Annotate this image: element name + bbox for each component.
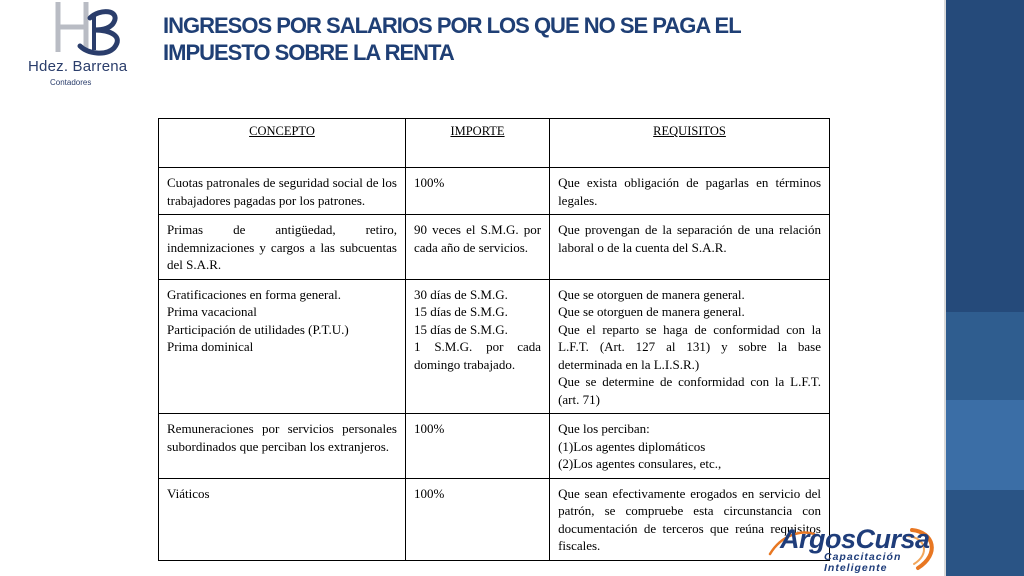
table-row	[159, 414, 830, 479]
cell-text-line: Que provengan de la separación de una relación laboral o de la cuenta del S.A.R.	[558, 222, 821, 255]
cell-text-line: Participación de utilidades (P.T.U.)	[167, 321, 349, 337]
cell-text-line: (1)Los agentes diplomáticos	[558, 438, 706, 454]
cell-text-line: (2)Los agentes consulares, etc.,	[558, 456, 722, 471]
cell-text-line: Que se otorguen de manera general.	[558, 304, 745, 319]
brand-tagline: Capacitación	[824, 551, 902, 563]
vertical-divider	[944, 0, 946, 576]
title-line: IMPUESTO SOBRE LA RENTA	[163, 40, 454, 65]
cell-text-line: Prima vacacional	[167, 304, 257, 319]
cell-concepto	[159, 215, 406, 280]
right-bar-tile	[946, 490, 1024, 576]
cell-text-line: 100%	[413, 421, 445, 436]
cell-requisitos	[550, 215, 830, 280]
cell-text-line: Viáticos	[167, 485, 210, 501]
brand-name: ArgosCursa	[780, 524, 930, 554]
cell-text-line: 1 S.M.G. por cada domingo trabajado.	[413, 339, 542, 372]
cell-importe	[405, 478, 549, 560]
cell-text-line: Que los perciban:	[558, 421, 650, 436]
cell-importe	[405, 414, 549, 479]
income-exemptions-table	[158, 118, 830, 561]
cell-text-line: 30 días de S.M.G.	[413, 286, 508, 302]
cell-text-line: 90 veces el S.M.G. por cada año de servicios.	[413, 222, 542, 255]
slide-title	[163, 12, 783, 66]
header-importe: IMPORTE	[405, 119, 549, 168]
table-row	[159, 279, 830, 414]
cell-text-line: Que el reparto se haga de conformidad con la L.F.T. (Art. 127 al 131) y sobre la base determinada en la L.I.S.R.)	[558, 321, 821, 372]
right-bar-tile	[946, 400, 1024, 490]
table-row	[159, 168, 830, 215]
cell-text-line: Que exista obligación de pagarlas en términos legales.	[558, 175, 821, 208]
brand-tagline: Inteligente	[824, 562, 888, 574]
cell-text-line: Cuotas patronales de seguridad social de los trabajadores pagadas por los patrones.	[167, 175, 397, 208]
cell-text-line: Prima dominical	[167, 339, 254, 354]
logo-name: Hdez. Barrena	[28, 58, 128, 75]
cell-concepto	[159, 168, 406, 215]
table-row	[159, 478, 830, 560]
cell-requisitos	[550, 279, 830, 414]
header-requisitos: REQUISITOS	[550, 119, 830, 168]
right-bar-tile	[946, 312, 1024, 400]
logo-subtitle: Contadores	[50, 78, 92, 87]
cell-importe	[405, 279, 549, 414]
cell-text-line: 15 días de S.M.G.	[413, 304, 508, 319]
cell-text-line: Que se determine de conformidad con la L.F.T. (art. 71)	[558, 374, 821, 407]
cell-requisitos	[550, 414, 830, 479]
cell-text-line: Remuneraciones por servicios personales subordinados que perciban los extranjeros.	[167, 421, 397, 454]
cell-text-line: 100%	[413, 175, 445, 190]
company-logo	[28, 0, 138, 96]
cell-importe	[405, 168, 549, 215]
cell-importe	[405, 215, 549, 280]
header-concepto: CONCEPTO	[159, 119, 406, 168]
cell-text-line: Gratificaciones en forma general.	[167, 286, 341, 302]
hb-monogram-icon	[28, 0, 138, 60]
right-decorative-bar	[946, 0, 1024, 576]
cell-text-line: Que se otorguen de manera general.	[558, 286, 745, 302]
cell-text-line: 15 días de S.M.G.	[413, 321, 508, 337]
cell-text-line: Primas de antigüedad, retiro, indemnizaciones y cargos a las subcuentas del S.A.R.	[167, 222, 397, 272]
cell-requisitos	[550, 168, 830, 215]
table-header-row	[159, 119, 830, 168]
title-line: INGRESOS POR SALARIOS POR LOS QUE NO SE PAGA EL	[163, 13, 741, 38]
cell-concepto	[159, 279, 406, 414]
cell-text-line: Que sean efectivamente erogados en servicio del patrón, se compruebe esta circunstancia con documentación de terceros que reúna requisitos fiscales.	[558, 485, 821, 553]
cell-text-line: 100%	[413, 485, 445, 501]
table-row	[159, 215, 830, 280]
cell-concepto	[159, 414, 406, 479]
argoscursa-brand-logo	[762, 524, 942, 574]
cell-concepto	[159, 478, 406, 560]
